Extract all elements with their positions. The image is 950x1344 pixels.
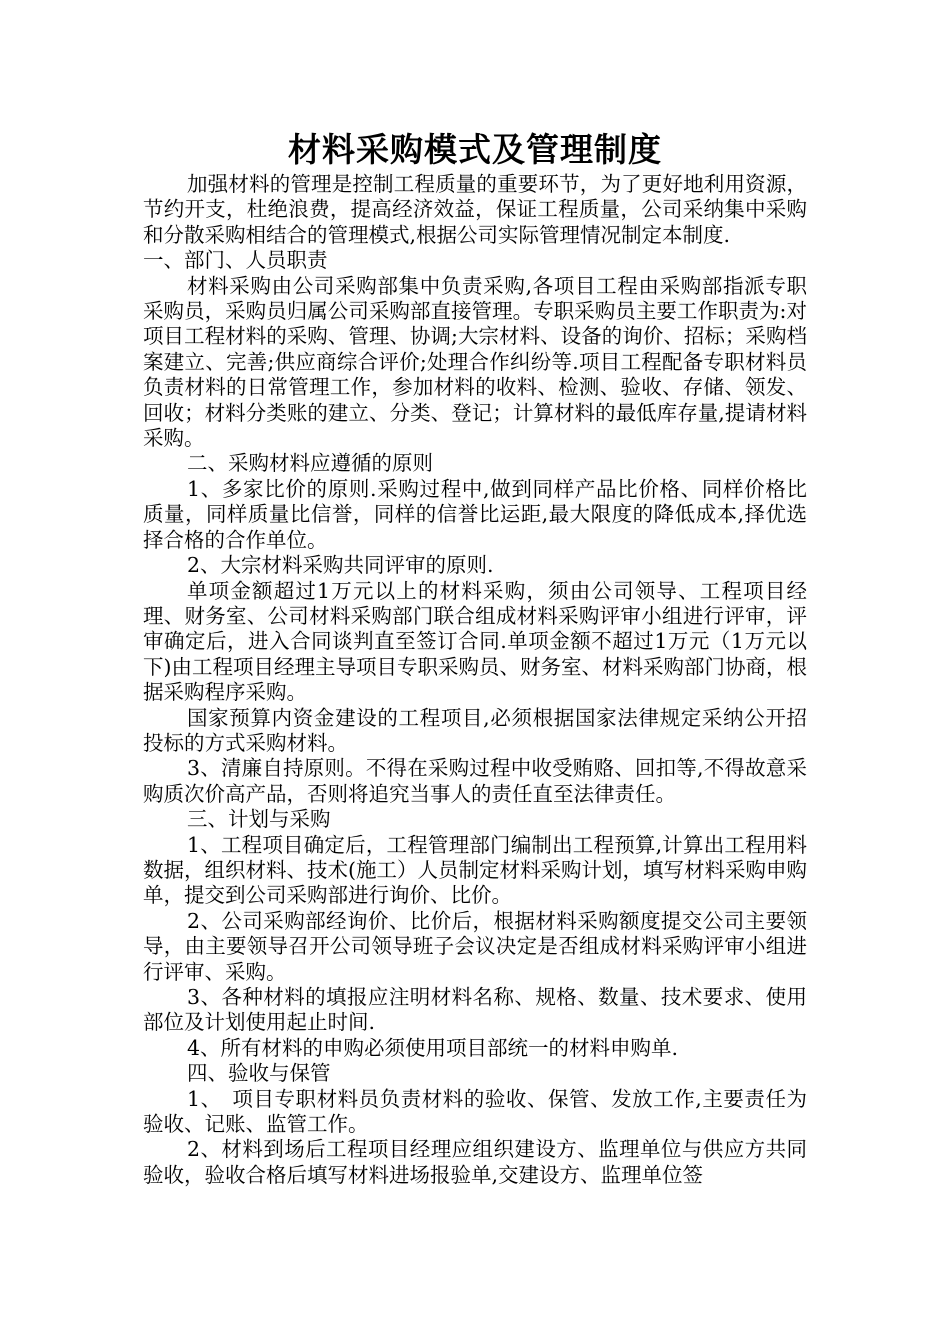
paragraph: 1、工程项目确定后，工程管理部门编制出工程预算,计算出工程用料数据，组织材料、技术(施工）人员制定材料采购计划，填写材料采购申购单，提交到公司采购部进行询价、比价。 <box>143 832 807 908</box>
document-page <box>143 128 807 1188</box>
paragraph: 1、 项目专职材料员负责材料的验收、保管、发放工作,主要责任为验收、记账、监管工作。 <box>143 1086 807 1137</box>
document-body <box>143 172 807 1188</box>
paragraph: 1、多家比价的原则.采购过程中,做到同样产品比价格、同样价格比质量，同样质量比信誉，同样的信誉比运距,最大限度的降低成本,择优选择合格的合作单位。 <box>143 476 807 552</box>
paragraph: 4、所有材料的申购必须使用项目部统一的材料申购单. <box>187 1035 679 1060</box>
paragraph: 2、材料到场后工程项目经理应组织建设方、监理单位与供应方共同验收，验收合格后填写材料进场报验单,交建设方、监理单位签 <box>143 1137 807 1187</box>
paragraph: 一、部门、人员职责 <box>143 248 328 273</box>
paragraph: 2、公司采购部经询价、比价后，根据材料采购额度提交公司主要领导，由主要领导召开公司领导班子会议决定是否组成材料采购评审小组进行评审、采购。 <box>143 908 807 984</box>
paragraph: 单项金额超过1万元以上的材料采购，须由公司领导、工程项目经理、财务室、公司材料采购部门联合组成材料采购评审小组进行评审，评审确定后，进入合同谈判直至签订合同.单项金额不超过1万元（1万元以下)由工程项目经理主导项目专职采购员、财务室、材料采购部门协商，根据采购程序采购。 <box>143 578 807 705</box>
paragraph: 材料采购由公司采购部集中负责采购,各项目工程由采购部指派专职采购员，采购员归属公司采购部直接管理。专职采购员主要工作职责为:对项目工程材料的采购、管理、协调;大宗材料、设备的询价、招标；采购档案建立、完善;供应商综合评价;处理合作纠纷等.项目工程配备专职材料员负责材料的日常管理工作，参加材料的收料、检测、验收、存储、领发、回收；材料分类账的建立、分类、登记；计算材料的最低库存量,提请材料采购。 <box>143 273 807 451</box>
paragraph: 国家预算内资金建设的工程项目,必须根据国家法律规定采纳公开招投标的方式采购材料。 <box>143 705 807 755</box>
paragraph: 三、计划与采购 <box>187 807 331 832</box>
document-title: 材料采购模式及管理制度 <box>288 130 662 169</box>
paragraph: 2、大宗材料采购共同评审的原则. <box>187 553 494 578</box>
paragraph: 四、验收与保管 <box>187 1061 331 1086</box>
paragraph: 二、采购材料应遵循的原则 <box>187 451 433 476</box>
paragraph: 3、清廉自持原则。不得在采购过程中收受贿赂、回扣等,不得故意采购质次价高产品，否则将追究当事人的责任直至法律责任。 <box>143 756 807 806</box>
paragraph: 3、各种材料的填报应注明材料名称、规格、数量、技术要求、使用部位及计划使用起止时间. <box>143 985 807 1035</box>
paragraph: 加强材料的管理是控制工程质量的重要环节，为了更好地利用资源，节约开支，杜绝浪费，提高经济效益，保证工程质量，公司采纳集中采购和分散采购相结合的管理模式,根据公司实际管理情况制定本制度. <box>143 172 807 247</box>
